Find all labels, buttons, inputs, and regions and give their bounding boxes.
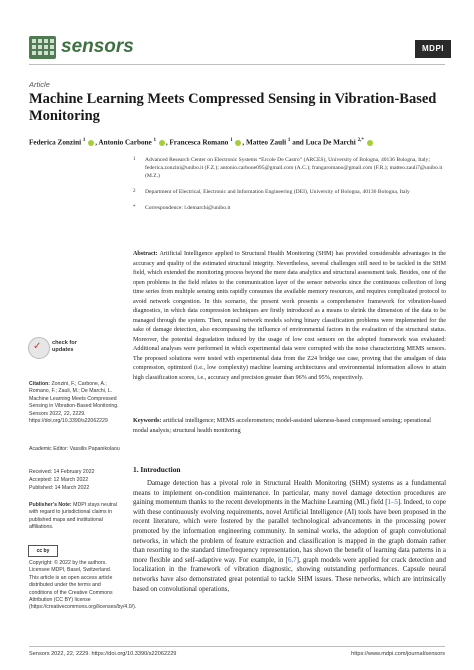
academic-editor [29, 446, 121, 453]
abstract-text: Artificial Intelligence applied to Structural Health Monitoring (SHM) has provided considerable advantages in the accuracy and quality of the estimated structural integrity. Nevertheless, several challenges still need to be tackled in the SHM field, which extended the monitoring process beyond the mere data analytics and structural assessment task. Besides, one of the open problems in the field relates to the communication layer of the sensor networks since the continuous collection of long time series from multiple sensing units rapidly consumes the available memory resources, and requires complicated protocol to avoid network congestion. In this scenario, the present work presents a comprehensive framework for vibration-based diagnostics, in which data compression techniques are firstly introduced as a means to shrink the dimension of the data to be managed through the system. Then, neural network models solving binary classification problems were implemented for the sake of damage detection, also encompassing the influence of environmental factors in the evaluation of the structural status. Moreover, the potential degradation induced by the usage of low cost sensors on the adopted framework was evaluated: Additional analyses were performed in which experimental data were corrupted with the noise characterizing MEMS sensors. The proposed solutions were tested with experimental data from the Z24 bridge use case, proving that the amalgam of data compression, optimized (i.e., low complexity) machine learning architectures and environmental information allows to attain high classification scores, i.e., accuracy and precision greater than 96% and 95%, respectively. [133, 251, 447, 381]
footer-divider [29, 646, 445, 647]
author-name[interactable]: Antonio Carbone [98, 138, 152, 147]
citation-label: Citation: [29, 381, 51, 387]
introduction-paragraph [133, 479, 446, 594]
copyright-text: Copyright: © 2022 by the authors. Licensee MDPI, Basel, Switzerland. This article is an open access article distributed under the terms and conditions of the Creative Commons Attribution (CC BY) license (https://creativecommons.org/licenses/by/4.0/). [29, 560, 137, 611]
header-divider [29, 64, 445, 65]
author-affiliation-mark: 1 [82, 138, 86, 143]
author-name[interactable]: Federica Zonzini [29, 138, 82, 147]
orcid-icon[interactable] [159, 140, 165, 146]
affiliation-number: 1 [133, 157, 136, 162]
orcid-icon[interactable] [88, 140, 94, 146]
paper-title: Machine Learning Meets Compressed Sensing in Vibration-Based Monitoring [29, 91, 437, 124]
intro-text: Damage detection has a pivotal role in Structural Health Monitoring (SHM) systems as a fundamental means to implement on-condition maintenance. In particular, many novel damage detection procedures are gaining momentum thanks to the recent developments in the Machine Learning (ML) field [ [133, 480, 446, 507]
intro-text: ]. Indeed, to cope with these continuously evolving requirements, novel Artificial Intelligence (AI) tools have been proposed in the recent literature, which were fostered by the parallel technological advancements in the processing power promoted by the information engineering community. In seminal works, the adoption of graph convolutional networks, in which the problem of feature extraction and classification is mapped in the graph domain rather than resorting to the standard time/frequency representation, has shown the benefit of learning data patterns in a more flexible and self–adaptive way. For example, in [ [133, 499, 446, 564]
intro-text: ], graph models were applied for crack detection and localization in the framework of vibration diagnostic, showing outstanding performances. Capsule neural networks have also demonstrated great potential to tackle SHM issues. These networks, which are intrinsically based on convolutional operations, [133, 556, 446, 593]
affiliation-number: * [133, 205, 136, 210]
author-name[interactable]: Luca De Marchi [305, 138, 356, 147]
check-for-updates-icon[interactable]: ✓ [28, 337, 50, 359]
abstract [133, 250, 446, 383]
cc-license-icon[interactable]: cc by [28, 545, 58, 557]
orcid-icon[interactable] [367, 140, 373, 146]
author-affiliation-mark: 1 [153, 138, 157, 143]
date-received: Received: 14 February 2022 [29, 469, 95, 475]
author-affiliation-mark: 1 [230, 138, 233, 143]
reference-link[interactable]: 6,7 [287, 556, 297, 564]
keywords [133, 417, 446, 436]
check-for-updates-label[interactable]: check for updates [52, 340, 77, 353]
abstract-label: Abstract: [133, 251, 158, 257]
date-published: Published: 14 March 2022 [29, 485, 90, 491]
correspondence-text: Correspondence: l.demarchi@unibo.it [145, 205, 231, 211]
academic-editor-label: Academic Editor: [29, 446, 69, 452]
footer-journal-url[interactable]: https://www.mdpi.com/journal/sensors [351, 651, 445, 657]
section-heading: 1. Introduction [133, 465, 181, 474]
author-affiliation-mark: 1 [287, 138, 291, 143]
citation-block [29, 381, 121, 425]
academic-editor-name: Vassilis Papanikolaou [69, 446, 120, 452]
publisher-note-label: Publisher’s Note: [29, 502, 72, 508]
mdpi-logo: MDPI [415, 40, 451, 58]
orcid-icon[interactable] [235, 140, 241, 146]
keywords-label: Keywords: [133, 418, 162, 424]
article-type: Article [29, 80, 50, 89]
author-name[interactable]: Matteo Zauli [246, 138, 287, 147]
journal-logo-icon [29, 36, 56, 59]
journal-name: sensors [61, 36, 134, 57]
keywords-text: artificial intelligence; MEMS accelerometers; model-assisted takeness-based compressed sensing; operational modal analysis; structural health monitoring [133, 418, 432, 434]
affiliation-number: 2 [133, 189, 136, 194]
publisher-note [29, 502, 121, 532]
reference-link[interactable]: 1–5 [387, 499, 398, 507]
publisher-note-text: MDPI stays neutral with regard to jurisdictional claims in published maps and institutional affiliations. [29, 502, 117, 531]
citation-text: Zonzini, F.; Carbone, A.; Romano, F.; Zauli, M.; De Marchi, L. Machine Learning Meets Compressed Sensing in Vibration-Based Monitoring. Sensors 2022, 22, 2229. https://doi.org/10.3390/s22062229 [29, 381, 119, 425]
affiliation-text: Department of Electrical, Electronic and Information Engineering (DEI), University of Bologna, 40136 Bologna, Italy [145, 189, 410, 195]
author-list: Federica Zonzini $^1$ , Antonio Carbone $^1$ , Francesca Romano $^1$ , Matteo Zauli $^1$ and Luca De Marchi $^{2,*}$ [29, 138, 459, 146]
affiliation-text: Advanced Research Center on Electronic Systems “Ercole De Castro” (ARCES), University of Bologna, 40136 Bologna, Italy; federica.zonzini@unibo.it (F.Z.); antonio.carbone095@gmail.com (A.C.); frangaromano@gmail.com (F.R.); matteo.zauli7@unibo.it (M.Z.) [145, 157, 443, 179]
date-accepted: Accepted: 12 March 2022 [29, 477, 89, 483]
author-name[interactable]: Francesca Romano [169, 138, 229, 147]
footer-citation[interactable]: Sensors 2022, 22, 2229. https://doi.org/10.3390/s22062229 [29, 651, 177, 657]
author-affiliation-mark: 2,* [357, 138, 364, 143]
